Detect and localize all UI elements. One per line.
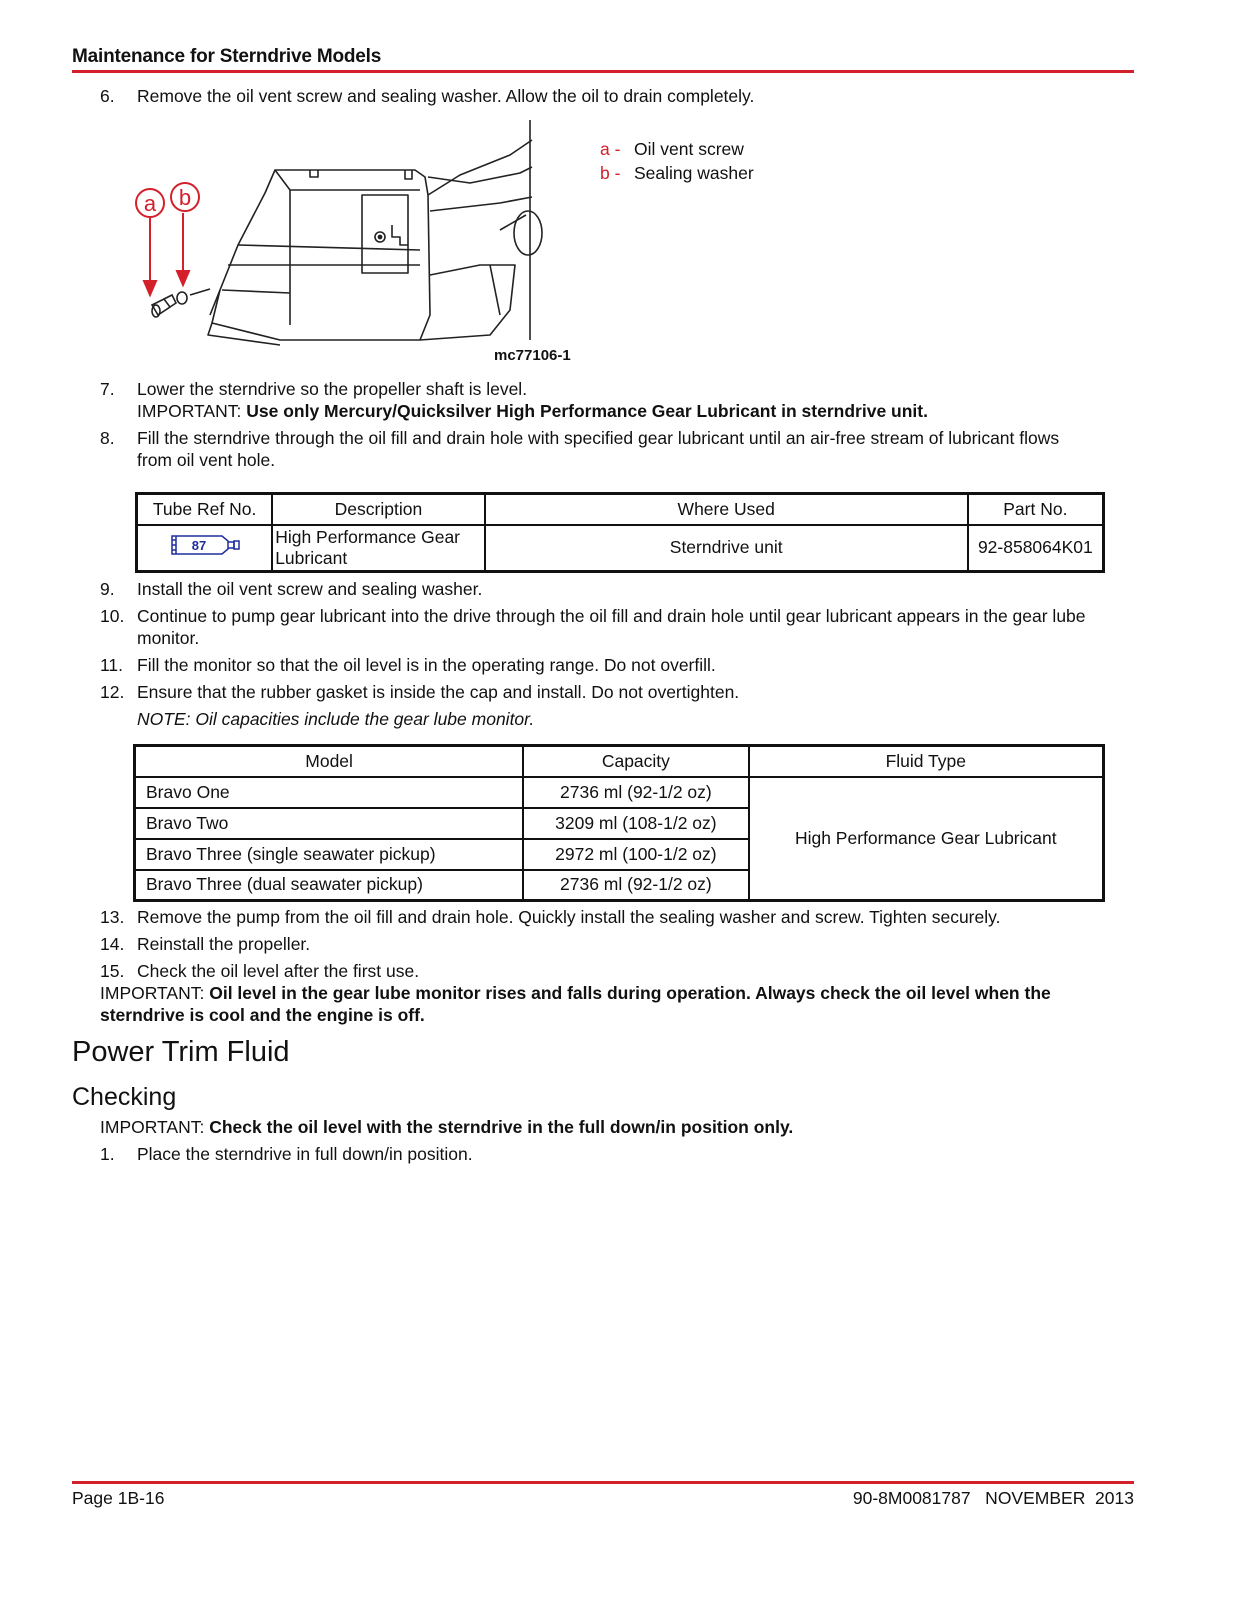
step-text: Fill the sterndrive through the oil fill and drain hole with specified gear lubricant until an air-free stream of lubricant flows from oil vent hole. (137, 428, 1060, 470)
capacity-table (133, 744, 1105, 902)
figure-caption: mc77106-1 (494, 347, 571, 364)
table-header: Where Used (485, 494, 968, 525)
legend-label: Sealing washer (634, 163, 754, 183)
step-text: Lower the sterndrive so the propeller shaft is level. (137, 379, 528, 399)
part-no-cell: 92-858064K01 (968, 525, 1104, 572)
important-notice (100, 982, 1110, 1026)
model-cell: Bravo Three (dual seawater pickup) (135, 870, 524, 901)
important-label: IMPORTANT: (137, 401, 242, 421)
step-text: Place the sterndrive in full down/in position. (137, 1144, 473, 1164)
fluid-type-cell: High Performance Gear Lubricant (749, 777, 1104, 901)
note-text: Oil capacities include the gear lube monitor. (195, 709, 535, 729)
capacity-cell: 2972 ml (100-1/2 oz) (523, 839, 748, 870)
capacity-cell: 2736 ml (92-1/2 oz) (523, 870, 748, 901)
legend-item-a (600, 139, 744, 160)
step-text: Check the oil level after the first use. (137, 961, 420, 981)
footer-rule (72, 1481, 1134, 1484)
callout-b: b (178, 185, 192, 210)
table-header: Model (135, 746, 524, 777)
section-title: Power Trim Fluid (72, 1036, 290, 1068)
step-number: 15. (100, 961, 125, 981)
description-cell: High Performance Gear Lubricant (272, 525, 484, 572)
step-number: 13. (100, 907, 125, 927)
model-cell: Bravo Two (135, 808, 524, 839)
subsection-title: Checking (72, 1083, 177, 1111)
legend-key: a - (600, 139, 621, 159)
step-number: 11. (100, 655, 124, 675)
table-row (135, 777, 1104, 808)
sterndrive-oil-vent-figure (130, 115, 600, 350)
step-number: 12. (100, 682, 125, 702)
step-text: Remove the pump from the oil fill and drain hole. Quickly install the sealing washer and screw. Tighten securely. (137, 907, 1001, 927)
legend-key: b - (600, 163, 621, 183)
important-notice (100, 1116, 793, 1138)
step-text: Remove the oil vent screw and sealing washer. Allow the oil to drain completely. (137, 86, 755, 106)
lubricant-tube-icon (168, 533, 242, 557)
table-header: Tube Ref No. (137, 494, 273, 525)
step-number: 8. (100, 428, 115, 448)
model-cell: Bravo One (135, 777, 524, 808)
tube-ref-cell (137, 525, 273, 572)
table-header: Fluid Type (749, 746, 1104, 777)
step-number: 9. (100, 579, 115, 599)
tube-ref-number: 87 (191, 538, 206, 554)
table-row (137, 525, 1104, 572)
important-text: Oil level in the gear lube monitor rises and falls during operation. Always check the oil level when the sterndrive is cool and the engine is off. (100, 983, 1051, 1025)
document-id: 90-8M0081787 NOVEMBER 2013 (852, 1488, 1134, 1508)
important-label: IMPORTANT: (100, 1117, 205, 1137)
note-label: NOTE: (137, 709, 191, 729)
legend-label: Oil vent screw (634, 139, 744, 159)
step-number: 14. (100, 934, 125, 954)
important-text: Check the oil level with the sterndrive in the full down/in position only. (209, 1117, 794, 1137)
step-number: 6. (100, 86, 115, 106)
step-text: Reinstall the propeller. (137, 934, 311, 954)
table-header: Capacity (523, 746, 748, 777)
callout-a: a (143, 191, 157, 216)
capacity-cell: 3209 ml (108-1/2 oz) (523, 808, 748, 839)
step-text: Fill the monitor so that the oil level is in the operating range. Do not overfill. (137, 655, 716, 675)
model-cell: Bravo Three (single seawater pickup) (135, 839, 524, 870)
table-header: Part No. (968, 494, 1104, 525)
important-label: IMPORTANT: (100, 983, 205, 1003)
lubricant-table (135, 492, 1105, 573)
running-header: Maintenance for Sterndrive Models (72, 46, 382, 67)
table-header: Description (272, 494, 484, 525)
step-text: Continue to pump gear lubricant into the drive through the oil fill and drain hole until gear lubricant appears in the gear lube monitor. (137, 606, 1086, 648)
step-number: 10. (100, 606, 125, 626)
capacity-cell: 2736 ml (92-1/2 oz) (523, 777, 748, 808)
where-used-cell: Sterndrive unit (485, 525, 968, 572)
step-text: Install the oil vent screw and sealing washer. (137, 579, 483, 599)
step-number: 7. (100, 379, 115, 399)
legend-item-b (600, 163, 754, 184)
step-number: 1. (100, 1144, 115, 1164)
page-number: Page 1B-16 (72, 1488, 165, 1508)
important-text: Use only Mercury/Quicksilver High Performance Gear Lubricant in sterndrive unit. (246, 401, 928, 421)
header-rule (72, 70, 1134, 73)
step-text: Ensure that the rubber gasket is inside the cap and install. Do not overtighten. (137, 682, 740, 702)
